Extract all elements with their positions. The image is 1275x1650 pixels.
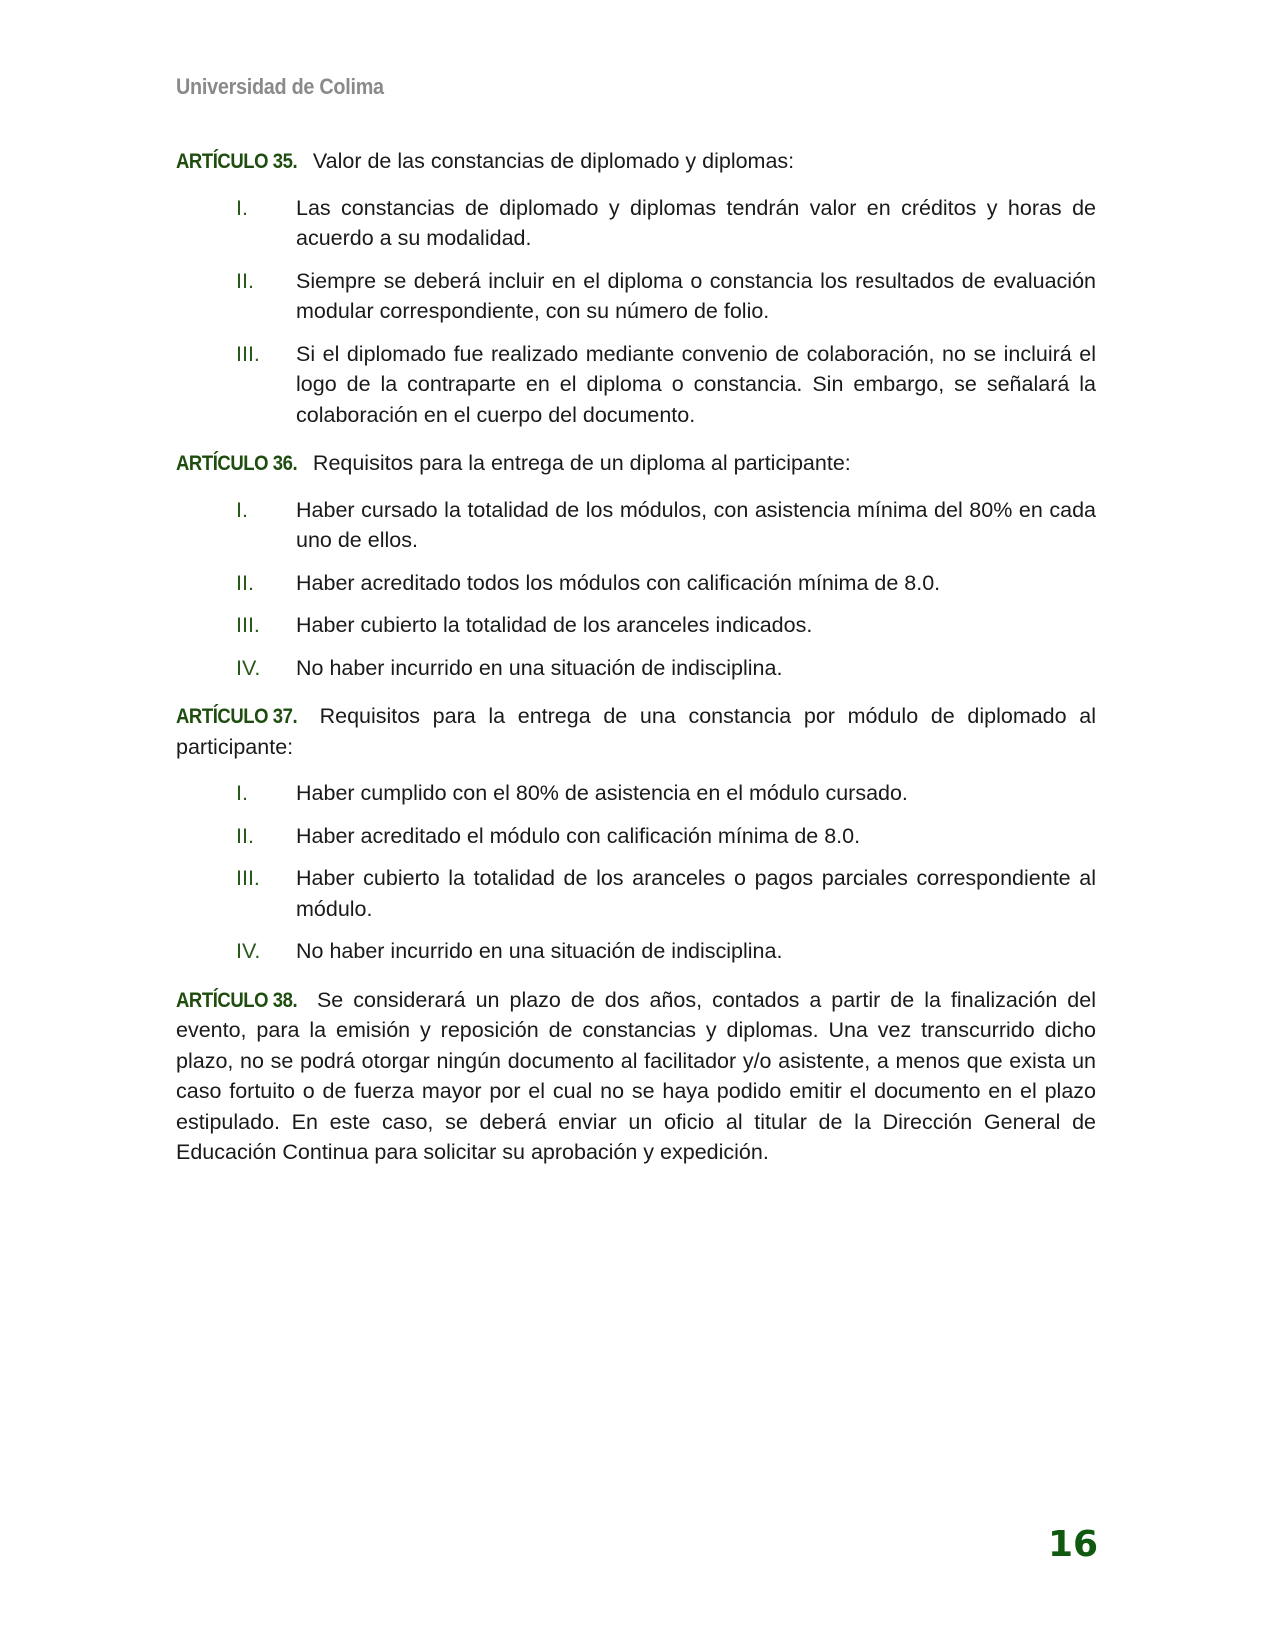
roman-numeral: III. (236, 613, 260, 637)
document-body (176, 146, 1096, 1184)
item-text: Haber acreditado todos los módulos con calificación mínima de 8.0. (296, 570, 941, 595)
roman-numeral: I. (236, 781, 248, 805)
list-item (176, 193, 1096, 254)
roman-numeral: II. (236, 823, 254, 848)
roman-numeral: IV. (236, 939, 261, 963)
article-36-list (176, 495, 1096, 684)
list-item (176, 821, 1096, 852)
article-36 (176, 448, 1096, 479)
article-label: ARTÍCULO 35. (176, 149, 298, 173)
item-text: Siempre se deberá incluir en el diploma o constancia los resultados de evaluación modular correspondiente, con su número de folio. (296, 268, 1096, 323)
item-text: No haber incurrido en una situación de indisciplina. (296, 939, 783, 963)
page-number: 16 (1048, 1524, 1099, 1565)
article-text: Se considerará un plazo de dos años, contados a partir de la finalización del evento, para la emisión y reposición de constancias y diplomas. Una vez transcurrido dicho plazo, no se podrá otorgar ningún documento al facilitador y/o asistente, a menos que exista un caso fortuito o de fuerza mayor por el cual no se haya podido emitir el documento en el plazo estipulado. En este caso, se deberá enviar un oficio al titular de la Dirección General de Educación Continua para solicitar su aprobación y expedición. (176, 987, 1096, 1164)
roman-numeral: II. (236, 570, 254, 595)
article-text: Requisitos para la entrega de una constancia por módulo de diplomado al participante: (176, 704, 1096, 759)
list-item (176, 610, 1096, 641)
roman-numeral: I. (236, 497, 248, 522)
list-item (176, 653, 1096, 684)
list-item (176, 936, 1096, 967)
item-text: Haber cubierto la totalidad de los aranceles indicados. (296, 613, 813, 637)
roman-numeral: II. (236, 268, 254, 293)
item-text: Haber acreditado el módulo con calificación mínima de 8.0. (296, 823, 861, 848)
list-item (176, 495, 1096, 556)
roman-numeral: III. (236, 341, 260, 366)
article-label: ARTÍCULO 38. (176, 987, 298, 1012)
article-35-list (176, 193, 1096, 431)
list-item (176, 266, 1096, 327)
article-37-list (176, 778, 1096, 967)
article-text: Requisitos para la entrega de un diploma al participante: (306, 451, 851, 475)
roman-numeral: IV. (236, 655, 261, 680)
item-text: Haber cubierto la totalidad de los aranceles o pagos parciales correspondiente al módulo. (296, 866, 1096, 921)
article-label: ARTÍCULO 37. (176, 704, 298, 728)
article-38 (176, 985, 1096, 1168)
item-text: Haber cumplido con el 80% de asistencia en el módulo cursado. (296, 781, 908, 805)
article-text: Valor de las constancias de diplomado y diplomas: (306, 149, 795, 173)
list-item (176, 778, 1096, 809)
item-text: No haber incurrido en una situación de indisciplina. (296, 655, 783, 680)
item-text: Haber cursado la totalidad de los módulos, con asistencia mínima del 80% en cada uno de ellos. (296, 497, 1096, 552)
list-item (176, 863, 1096, 924)
roman-numeral: III. (236, 866, 260, 890)
roman-numeral: I. (236, 195, 248, 220)
item-text: Si el diplomado fue realizado mediante convenio de colaboración, no se incluirá el logo de la contraparte en el diploma o constancia. Sin embargo, se señalará la colaboración en el cuerpo del documento. (296, 341, 1096, 427)
article-35 (176, 146, 1096, 177)
article-37 (176, 701, 1096, 762)
item-text: Las constancias de diplomado y diplomas tendrán valor en créditos y horas de acuerdo a su modalidad. (296, 195, 1096, 250)
list-item (176, 568, 1096, 599)
running-header: Universidad de Colima (176, 74, 384, 99)
article-label: ARTÍCULO 36. (176, 451, 298, 475)
list-item (176, 339, 1096, 431)
